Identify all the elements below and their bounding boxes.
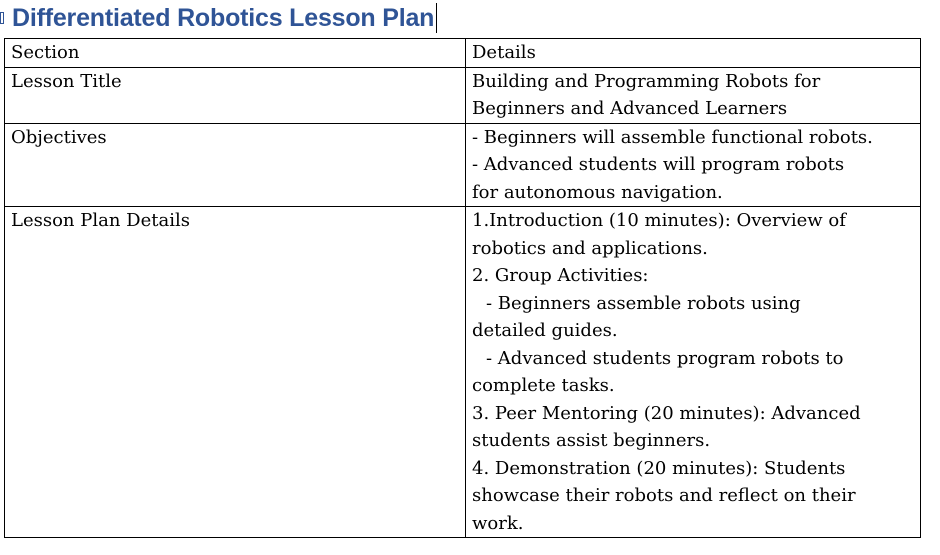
lesson-plan-table	[4, 38, 921, 538]
section-label: Lesson Title	[11, 70, 122, 92]
section-label: Objectives	[11, 126, 107, 148]
details-line: - Advanced students program robots to	[486, 347, 844, 369]
details-line: 4. Demonstration (20 minutes): Students	[472, 457, 846, 479]
cell-details-objectives[interactable]	[466, 123, 921, 207]
cell-details-lesson-plan-details[interactable]	[466, 207, 921, 538]
document-heading	[0, 0, 437, 36]
text-cursor	[436, 3, 437, 33]
header-cell-details[interactable]	[466, 39, 921, 68]
table-row-lesson-title	[5, 67, 921, 123]
details-line: 2. Group Activities:	[472, 265, 649, 286]
header-section-label: Section	[11, 42, 80, 63]
table-header-row	[5, 39, 921, 68]
details-line: - Beginners will assemble functional robots.	[472, 126, 873, 148]
table-row-lesson-plan-details	[5, 207, 921, 538]
details-line: Building and Programming Robots for	[472, 70, 821, 92]
header-cell-section[interactable]	[5, 39, 466, 68]
details-line: - Beginners assemble robots using	[486, 292, 801, 314]
details-line: 1.Introduction (10 minutes): Overview of	[472, 210, 846, 231]
details-line: showcase their robots and reflect on their	[472, 485, 856, 506]
cell-details-lesson-title[interactable]	[466, 67, 921, 123]
collapse-marker-icon[interactable]	[0, 12, 4, 24]
table-row-objectives	[5, 123, 921, 207]
details-line: detailed guides.	[472, 320, 618, 341]
details-line: 3. Peer Mentoring (20 minutes): Advanced	[472, 402, 861, 424]
cell-section-lesson-title[interactable]	[5, 67, 466, 123]
details-line: students assist beginners.	[472, 430, 711, 451]
header-details-label: Details	[472, 42, 536, 63]
details-line: complete tasks.	[472, 375, 615, 396]
details-line: Beginners and Advanced Learners	[472, 98, 788, 119]
cell-section-objectives[interactable]	[5, 123, 466, 207]
details-line: for autonomous navigation.	[472, 181, 723, 203]
details-line: work.	[472, 512, 524, 534]
page-title[interactable]: Differentiated Robotics Lesson Plan	[12, 3, 435, 32]
cell-section-lesson-plan-details[interactable]	[5, 207, 466, 538]
details-line: - Advanced students will program robots	[472, 154, 845, 175]
details-line: robotics and applications.	[472, 237, 708, 259]
section-label: Lesson Plan Details	[11, 210, 190, 231]
